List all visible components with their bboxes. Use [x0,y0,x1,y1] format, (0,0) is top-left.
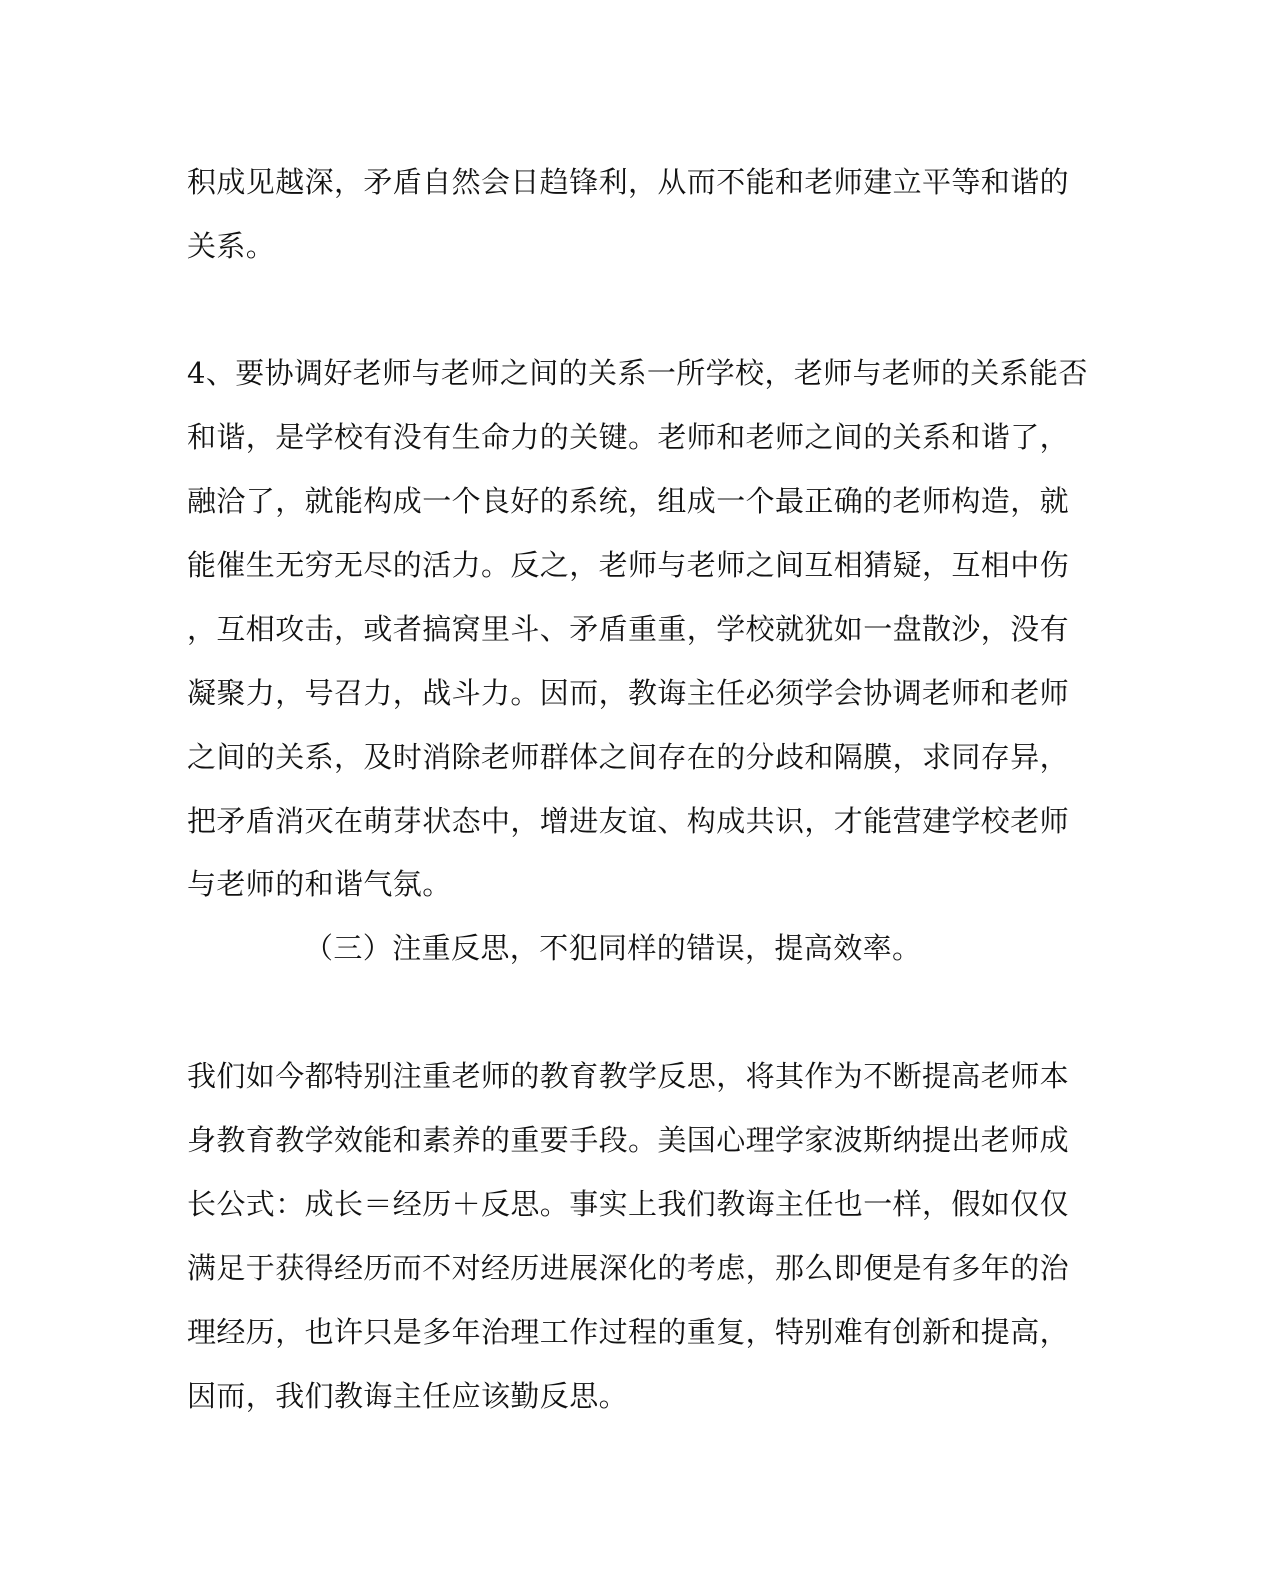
text-line: 融洽了，就能构成一个良好的系统，组成一个最正确的老师构造，就 [187,484,1070,518]
text-line: 之间的关系，及时消除老师群体之间存在的分歧和隔膜，求同存异， [187,740,1070,774]
text-line: 关系。 [187,229,276,263]
text-line: 满足于获得经历而不对经历进展深化的考虑，那么即便是有多年的治 [187,1251,1070,1285]
text-line: 我们如今都特别注重老师的教育教学反思，将其作为不断提高老师本 [187,1059,1070,1093]
text-line: 身教育教学效能和素养的重要手段。美国心理学家波斯纳提出老师成 [187,1123,1070,1157]
text-line: 和谐，是学校有没有生命力的关键。老师和老师之间的关系和谐了， [187,420,1070,454]
section-heading: （三）注重反思，不犯同样的错误，提高效率。 [304,931,922,965]
text-line: 长公式：成长＝经历＋反思。事实上我们教诲主任也一样，假如仅仅 [187,1187,1070,1221]
text-line: 与老师的和谐气氛。 [187,867,452,901]
text-line: 积成见越深，矛盾自然会日趋锋利，从而不能和老师建立平等和谐的 [187,165,1070,199]
text-line: 理经历，也许只是多年治理工作过程的重复，特别难有创新和提高， [187,1315,1070,1349]
text-line: 把矛盾消灭在萌芽状态中，增进友谊、构成共识，才能营建学校老师 [187,804,1070,838]
text-line: 能催生无穷无尽的活力。反之，老师与老师之间互相猜疑，互相中伤 [187,548,1070,582]
text-line: ，互相攻击，或者搞窝里斗、矛盾重重，学校就犹如一盘散沙，没有 [187,612,1070,646]
text-line: 凝聚力，号召力，战斗力。因而，教诲主任必须学会协调老师和老师 [187,676,1070,710]
text-line: 4、要协调好老师与老师之间的关系一所学校，老师与老师的关系能否 [187,356,1088,390]
text-line: 因而，我们教诲主任应该勤反思。 [187,1379,629,1413]
